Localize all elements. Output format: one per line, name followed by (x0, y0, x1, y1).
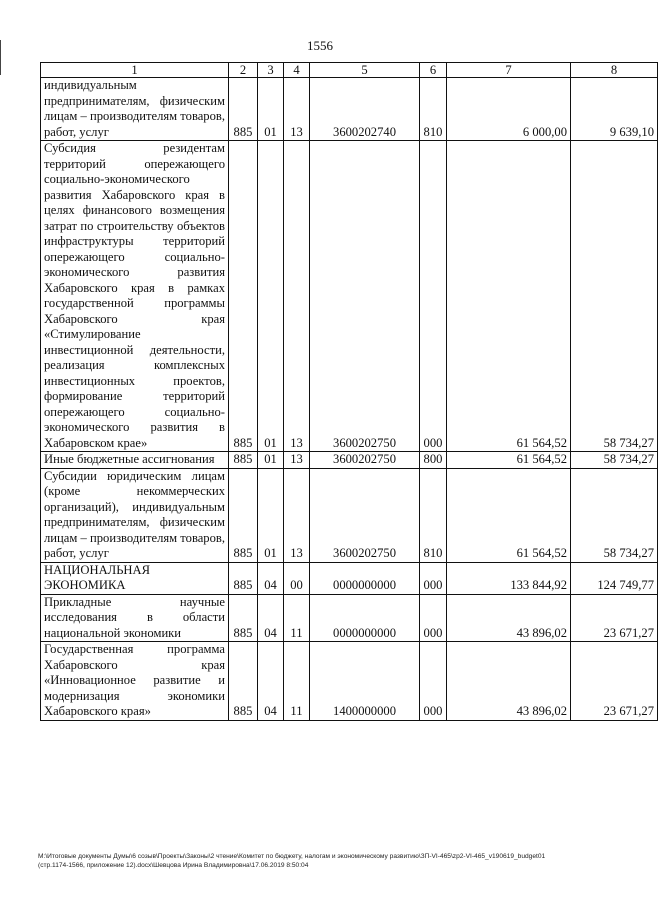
table-row (41, 562, 658, 594)
amount-plan: 133 844,92 (447, 562, 571, 594)
column-header: 1 (41, 63, 229, 78)
table-row (41, 452, 658, 469)
target-article-code: 3600202750 (310, 452, 420, 469)
target-article-code: 3600202750 (310, 141, 420, 452)
section-code: 01 (258, 468, 284, 562)
subsection-code: 13 (284, 78, 310, 141)
row-description: НАЦИОНАЛЬНАЯ ЭКОНОМИКА (41, 562, 229, 594)
column-header: 3 (258, 63, 284, 78)
subsection-code: 13 (284, 452, 310, 469)
ministry-code: 885 (229, 562, 258, 594)
ministry-code: 885 (229, 141, 258, 452)
column-number-header-row (41, 63, 658, 78)
section-code: 04 (258, 594, 284, 642)
amount-plan: 43 896,02 (447, 594, 571, 642)
page-number: 1556 (307, 38, 333, 53)
amount-actual: 9 639,10 (571, 78, 658, 141)
budget-table (40, 62, 658, 721)
target-article-code: 3600202740 (310, 78, 420, 141)
column-header: 4 (284, 63, 310, 78)
column-header: 6 (420, 63, 447, 78)
subsection-code: 11 (284, 594, 310, 642)
table-row (41, 468, 658, 562)
row-description: индивидуальным предпринимателям, физическим лицам – производителям товаров, работ, услуг (41, 78, 229, 141)
target-article-code: 0000000000 (310, 562, 420, 594)
table-row (41, 642, 658, 721)
ministry-code: 885 (229, 452, 258, 469)
column-header: 5 (310, 63, 420, 78)
row-description: Иные бюджетные ассигнования (41, 452, 229, 469)
amount-plan: 61 564,52 (447, 141, 571, 452)
ministry-code: 885 (229, 78, 258, 141)
expense-type-code: 800 (420, 452, 447, 469)
amount-actual: 124 749,77 (571, 562, 658, 594)
amount-plan: 43 896,02 (447, 642, 571, 721)
column-header: 8 (571, 63, 658, 78)
footer-path-line: M:\Итоговые документы Думы\6 созыв\Проекты\Законы\2 чтение\Комитет по бюджету, налогам и экономическому развитию\ЗП-VI-465\zp2-VI-465_v190619_budget01 (38, 853, 546, 860)
expense-type-code: 810 (420, 78, 447, 141)
section-code: 04 (258, 562, 284, 594)
amount-actual: 23 671,27 (571, 642, 658, 721)
expense-type-code: 000 (420, 642, 447, 721)
ministry-code: 885 (229, 468, 258, 562)
target-article-code: 0000000000 (310, 594, 420, 642)
amount-actual: 58 734,27 (571, 468, 658, 562)
row-description: Прикладные научные исследования в области национальной экономики (41, 594, 229, 642)
amount-actual: 58 734,27 (571, 141, 658, 452)
column-header: 2 (229, 63, 258, 78)
amount-plan: 61 564,52 (447, 452, 571, 469)
table-row (41, 141, 658, 452)
subsection-code: 13 (284, 468, 310, 562)
ministry-code: 885 (229, 594, 258, 642)
table-row (41, 594, 658, 642)
subsection-code: 11 (284, 642, 310, 721)
expense-type-code: 000 (420, 141, 447, 452)
target-article-code: 3600202750 (310, 468, 420, 562)
row-description: Субсидия резидентам территорий опережающего социально-экономического развития Хабаровского края в целях финансового возмещения затрат по строительству объектов инфраструктуры территорий опережающего социально-экономического развития Хабаровского края в рамках государственной программы Хабаровского края «Стимулирование инвестиционной деятельности, реализация комплексных инвестиционных проектов, формирование территорий опережающего социально-экономического развития в Хабаровском крае» (41, 141, 229, 452)
target-article-code: 1400000000 (310, 642, 420, 721)
row-description: Государственная программа Хабаровского края «Инновационное развитие и модернизация экономики Хабаровского края» (41, 642, 229, 721)
table-row (41, 78, 658, 141)
amount-actual: 58 734,27 (571, 452, 658, 469)
expense-type-code: 000 (420, 594, 447, 642)
row-description: Субсидии юридическим лицам (кроме некоммерческих организаций), индивидуальным предпринимателям, физическим лицам – производителям товаров, работ, услуг (41, 468, 229, 562)
section-code: 04 (258, 642, 284, 721)
expense-type-code: 810 (420, 468, 447, 562)
section-code: 01 (258, 452, 284, 469)
section-code: 01 (258, 141, 284, 452)
document-path-footer (38, 852, 618, 870)
expense-type-code: 000 (420, 562, 447, 594)
footer-path-line: (стр.1174-1566, приложение 12).docx\Шевцова Ирина Владимировна\17.06.2019 8:50:04 (38, 862, 309, 869)
column-header: 7 (447, 63, 571, 78)
subsection-code: 00 (284, 562, 310, 594)
amount-plan: 61 564,52 (447, 468, 571, 562)
ministry-code: 885 (229, 642, 258, 721)
amount-plan: 6 000,00 (447, 78, 571, 141)
amount-actual: 23 671,27 (571, 594, 658, 642)
section-code: 01 (258, 78, 284, 141)
subsection-code: 13 (284, 141, 310, 452)
